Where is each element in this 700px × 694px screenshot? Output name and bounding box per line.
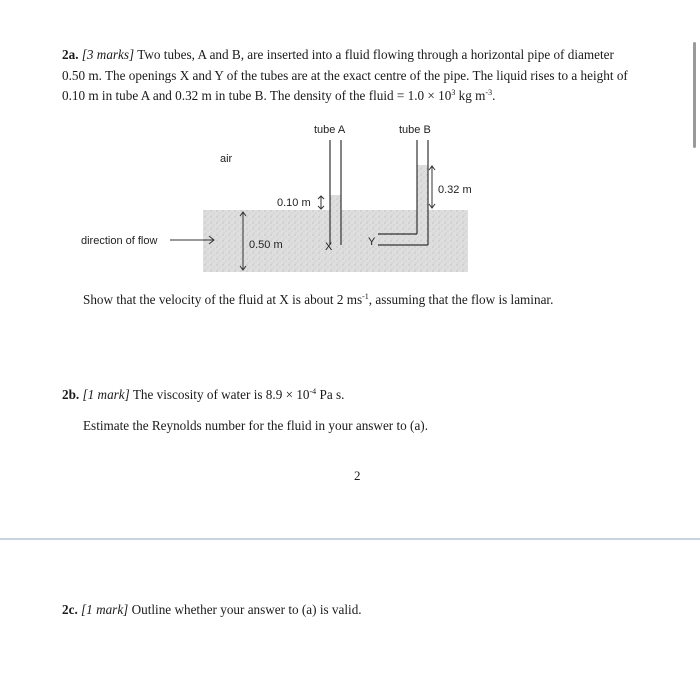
page-divider	[0, 538, 700, 540]
page-number: 2	[354, 468, 361, 483]
scrollbar[interactable]	[693, 42, 696, 148]
flow-label: direction of flow	[81, 235, 158, 247]
question-text: 0.10 m in tube A and 0.32 m in tube B. The density of the fluid = 1.0 × 10	[62, 88, 452, 103]
question-text: 0.50 m. The openings X and Y of the tubes are at the exact centre of the pipe. The liquid rises to a height of	[62, 67, 628, 83]
question-number: 2c.	[62, 602, 78, 617]
marks-label: [1 mark]	[82, 387, 130, 402]
air-label: air	[220, 153, 233, 165]
marks-label: [1 mark]	[81, 602, 129, 617]
opening-y-label: Y	[368, 236, 376, 248]
marks-label: [3 marks]	[81, 47, 135, 62]
tube-a-label: tube A	[314, 124, 346, 136]
question-2b-text: 2b. [1 mark] The viscosity of water is $8.9 \times 10^{-4}$ Pa s.	[62, 387, 345, 402]
question-2a-text: 2a. [3 marks] Two tubes, A and B, are inserted into a fluid flowing through a horizontal pipe of diameter 0.50 m. The openings X and Y of the tubes are at the exact centre of the pipe. The liquid rises to a height of 0.10 m in tube A and 0.32 m in tube B. The density of the fluid = $1.0 \times 10^3$ kg $m^{-3}$.	[62, 47, 628, 103]
question-number: 2a.	[62, 47, 79, 62]
diameter-label: 0.50 m	[249, 239, 283, 251]
height-b-arrow	[429, 166, 435, 208]
height-b-label: 0.32 m	[438, 184, 472, 196]
tube-b-label: tube B	[399, 124, 431, 136]
question-number: 2b.	[62, 387, 80, 402]
question-2a-task: Show that the velocity of the fluid at X is about 2 $ms^{-1}$, assuming that the flow is laminar.	[83, 292, 554, 307]
question-2c-text: 2c. [1 mark] Outline whether your answer to (a) is valid.	[62, 602, 362, 617]
tube-a-fluid	[330, 195, 341, 210]
tube-b-elbow-fluid	[378, 234, 428, 245]
tube-b-fluid	[417, 165, 428, 235]
question-2b-task: Estimate the Reynolds number for the fluid in your answer to (a).	[83, 418, 428, 433]
height-a-label: 0.10 m	[277, 197, 311, 209]
opening-x-label: X	[325, 241, 333, 253]
height-a-arrow	[318, 196, 324, 209]
question-text: Two tubes, A and B, are inserted into a fluid flowing through a horizontal pipe of diameter	[137, 47, 614, 62]
